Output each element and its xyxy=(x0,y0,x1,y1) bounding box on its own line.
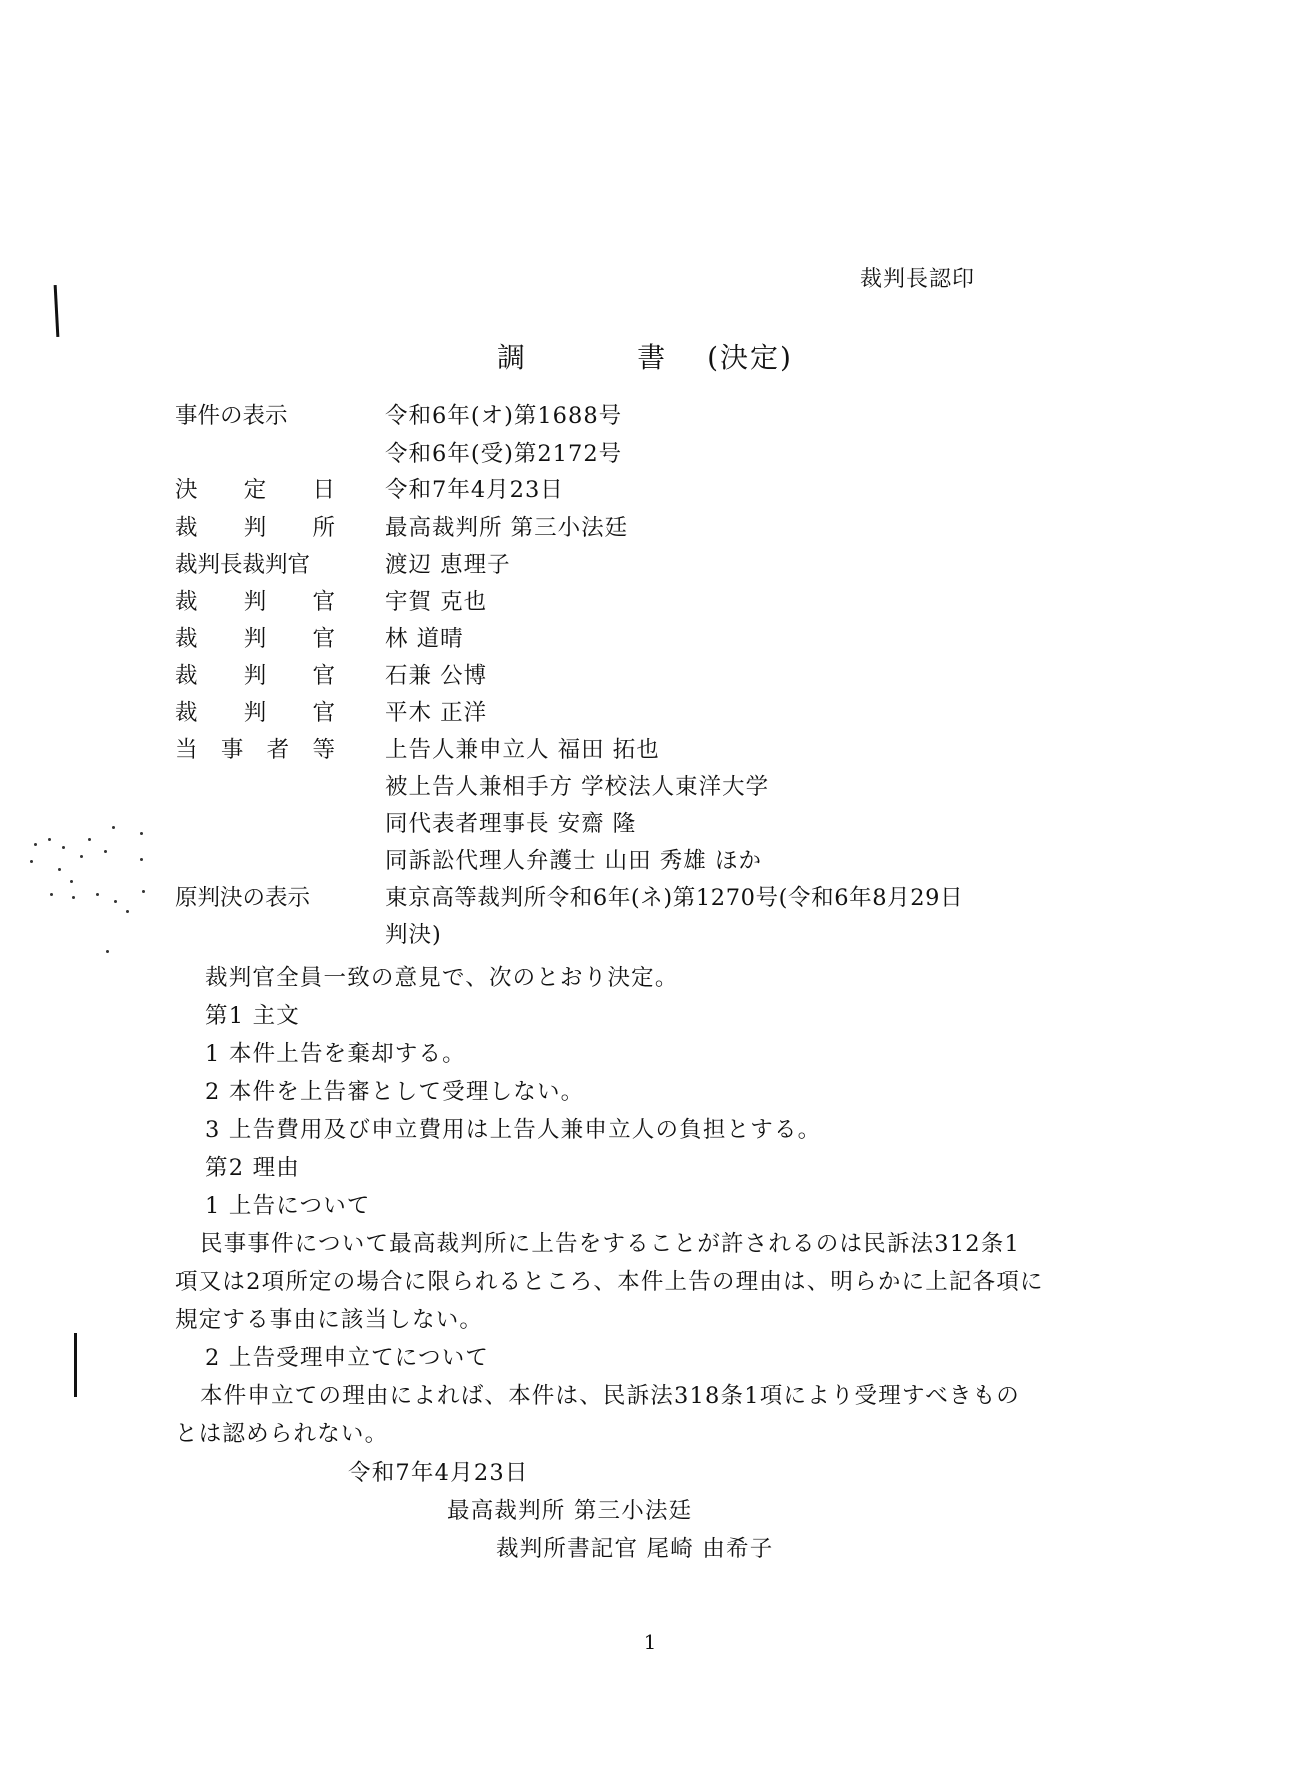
label-char: 判 xyxy=(243,663,267,689)
row-value: 宇賀 克也 xyxy=(385,589,488,615)
row-label xyxy=(175,584,335,616)
section-heading: 第2 理由 xyxy=(205,1155,300,1181)
scan-mark-left-bottom xyxy=(74,1333,77,1397)
label-char: 判 xyxy=(243,626,267,652)
label-char: 所 xyxy=(312,515,335,541)
label-char: 官 xyxy=(312,700,335,726)
judge-seal-label: 裁判長認印 xyxy=(860,267,976,292)
row-label xyxy=(175,621,335,653)
body-line: 規定する事由に該当しない。 xyxy=(175,1307,484,1333)
label-char: 者 xyxy=(266,737,290,763)
decision-date: 令和7年4月23日 xyxy=(348,1460,529,1486)
label-char: 裁 xyxy=(175,515,198,541)
row-value: 令和7年4月23日 xyxy=(385,477,564,503)
row-value: 林 道晴 xyxy=(385,626,464,652)
label-char: 官 xyxy=(312,589,335,615)
row-label xyxy=(175,658,335,690)
label-char: 裁 xyxy=(175,626,198,652)
row-label: 事件の表示 xyxy=(175,403,288,429)
label-char: 判 xyxy=(243,700,267,726)
label-char: 等 xyxy=(312,737,335,763)
title-char-2: 書 xyxy=(637,341,668,374)
row-value: 平木 正洋 xyxy=(385,700,488,726)
scan-mark-left-top xyxy=(54,285,60,337)
row-value: 令和6年(受)第2172号 xyxy=(385,441,623,467)
clerk-signature: 裁判所書記官 尾崎 由希子 xyxy=(496,1536,774,1562)
row-label: 原判決の表示 xyxy=(175,885,311,911)
body-line: 裁判官全員一致の意見で、次のとおり決定。 xyxy=(205,965,679,991)
label-char: 官 xyxy=(312,663,335,689)
label-char: 判 xyxy=(243,589,267,615)
label-char: 裁 xyxy=(175,663,198,689)
page-number: 1 xyxy=(643,1630,657,1654)
body-line: 2 本件を上告審として受理しない。 xyxy=(205,1079,585,1105)
label-char: 当 xyxy=(175,737,198,763)
body-line: 本件申立ての理由によれば、本件は、民訴法318条1項により受理すべきもの xyxy=(200,1383,1021,1409)
label-char: 官 xyxy=(312,626,335,652)
subsection-heading: 2 上告受理申立てについて xyxy=(205,1345,490,1371)
body-line: 3 上告費用及び申立費用は上告人兼申立人の負担とする。 xyxy=(205,1117,822,1143)
label-char: 事 xyxy=(220,737,244,763)
label-char: 裁 xyxy=(175,589,198,615)
row-value: 令和6年(オ)第1688号 xyxy=(385,403,623,429)
label-char: 判 xyxy=(243,515,267,541)
document-title xyxy=(0,336,1290,376)
title-suffix: (決定) xyxy=(707,341,793,374)
row-value: 最高裁判所 第三小法廷 xyxy=(385,515,629,541)
label-char: 定 xyxy=(243,477,267,503)
row-label: 裁判長裁判官 xyxy=(175,552,311,578)
row-label xyxy=(175,732,335,764)
body-line: 項又は2項所定の場合に限られるところ、本件上告の理由は、明らかに上記各項に xyxy=(175,1269,1044,1295)
body-line: 1 本件上告を棄却する。 xyxy=(205,1041,466,1067)
court-name: 最高裁判所 第三小法廷 xyxy=(447,1498,693,1524)
row-value: 判決) xyxy=(385,922,442,948)
row-value: 上告人兼申立人 福田 拓也 xyxy=(385,737,660,763)
row-label xyxy=(175,510,335,542)
row-value: 同代表者理事長 安齋 隆 xyxy=(385,811,637,837)
label-char: 日 xyxy=(312,477,335,503)
row-label xyxy=(175,472,335,504)
row-label xyxy=(175,695,335,727)
row-value: 渡辺 恵理子 xyxy=(385,552,511,578)
subsection-heading: 1 上告について xyxy=(205,1193,371,1219)
body-line: とは認められない。 xyxy=(175,1421,389,1447)
row-value: 被上告人兼相手方 学校法人東洋大学 xyxy=(385,774,770,800)
body-line: 民事事件について最高裁判所に上告をすることが許されるのは民訴法312条1 xyxy=(200,1231,1021,1257)
label-char: 決 xyxy=(175,477,198,503)
label-char: 裁 xyxy=(175,700,198,726)
row-value: 同訴訟代理人弁護士 山田 秀雄 ほか xyxy=(385,848,762,874)
title-char-1: 調 xyxy=(497,341,528,374)
row-value: 石兼 公博 xyxy=(385,663,488,689)
row-value: 東京高等裁判所令和6年(ネ)第1270号(令和6年8月29日 xyxy=(385,885,964,911)
section-heading: 第1 主文 xyxy=(205,1003,300,1029)
